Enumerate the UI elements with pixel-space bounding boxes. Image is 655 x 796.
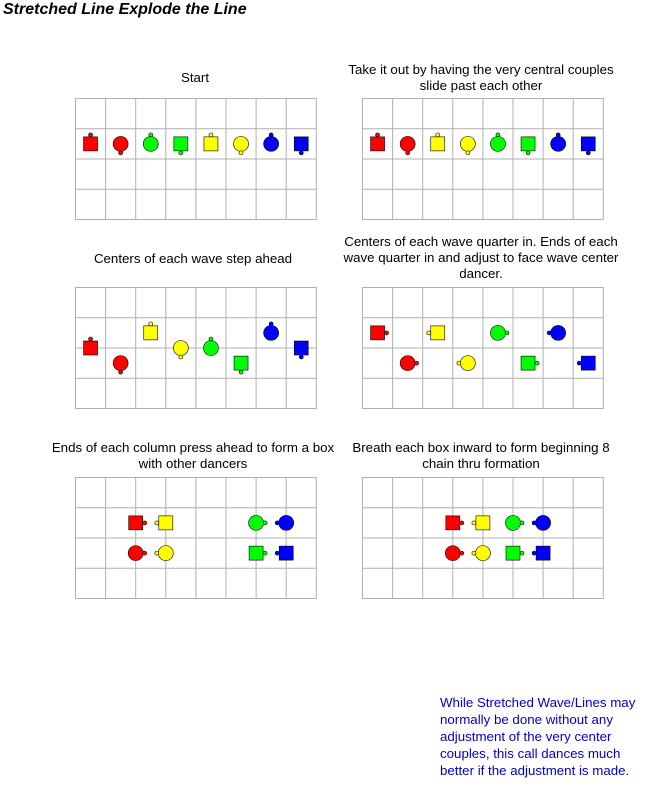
facing-indicator — [406, 151, 410, 155]
formation-panel — [75, 98, 317, 220]
red-square-dancer — [84, 337, 98, 355]
yellow-square-dancer — [472, 516, 490, 530]
facing-indicator — [269, 322, 273, 326]
page-title: Stretched Line Explode the Line — [3, 1, 247, 18]
facing-indicator — [149, 322, 153, 326]
red-square-dancer — [371, 326, 389, 340]
facing-indicator — [532, 551, 536, 555]
blue-square-dancer — [294, 137, 308, 155]
adjustment-note: While Stretched Wave/Lines may normally be done without any adjustment of the very center couples, this call dances much better if the adjustment is made. — [440, 695, 636, 778]
formation-panel — [362, 477, 604, 599]
facing-indicator — [457, 361, 461, 365]
panel-caption: Ends of each column press ahead to form a box with other dancers — [51, 440, 335, 471]
facing-indicator — [415, 361, 419, 365]
red-circle-dancer — [128, 546, 147, 561]
green-square-dancer — [521, 137, 535, 155]
yellow-square-dancer — [427, 326, 445, 340]
facing-indicator — [547, 331, 551, 335]
formation-panel — [75, 287, 317, 409]
formation-grid — [362, 477, 604, 599]
formation-grid — [75, 477, 317, 599]
red-circle-dancer — [113, 136, 128, 155]
yellow-circle-dancer — [457, 356, 476, 371]
red-circle-dancer — [113, 356, 128, 375]
formation-panel — [362, 98, 604, 220]
red-square-dancer — [446, 516, 464, 530]
facing-indicator — [119, 370, 123, 374]
facing-indicator — [299, 355, 303, 359]
green-square-dancer — [249, 546, 267, 560]
facing-indicator — [143, 551, 147, 555]
red-square-dancer — [371, 133, 385, 151]
panel-caption: Take it out by having the very central couples slide past each other — [348, 62, 614, 93]
green-square-dancer — [506, 546, 524, 560]
yellow-circle-dancer — [155, 546, 174, 561]
facing-indicator — [472, 521, 476, 525]
yellow-circle-dancer — [234, 136, 249, 155]
facing-indicator — [460, 551, 464, 555]
facing-indicator — [436, 133, 440, 137]
formation-grid — [75, 287, 317, 409]
blue-square-dancer — [532, 546, 550, 560]
facing-indicator — [376, 133, 380, 137]
yellow-square-dancer — [204, 133, 218, 151]
formation-grid — [75, 98, 317, 220]
green-circle-dancer — [490, 325, 509, 340]
facing-indicator — [535, 361, 539, 365]
facing-indicator — [179, 355, 183, 359]
formation-panel — [75, 477, 317, 599]
formation-panel — [362, 287, 604, 409]
facing-indicator — [505, 331, 509, 335]
panel-caption: Breath each box inward to form beginning 8 chain thru formation — [352, 440, 610, 471]
formation-grid — [362, 98, 604, 220]
panel-caption: Centers of each wave step ahead — [93, 251, 293, 266]
facing-indicator — [89, 133, 93, 137]
yellow-circle-dancer — [472, 546, 491, 561]
blue-circle-dancer — [264, 322, 279, 341]
facing-indicator — [149, 133, 153, 137]
green-circle-dancer — [203, 337, 218, 356]
facing-indicator — [143, 521, 147, 525]
blue-square-dancer — [294, 341, 308, 359]
facing-indicator — [520, 551, 524, 555]
facing-indicator — [275, 521, 279, 525]
facing-indicator — [427, 331, 431, 335]
facing-indicator — [263, 521, 267, 525]
facing-indicator — [209, 133, 213, 137]
facing-indicator — [466, 151, 470, 155]
green-circle-dancer — [506, 515, 525, 530]
green-circle-dancer — [143, 133, 158, 152]
red-circle-dancer — [400, 356, 419, 371]
green-square-dancer — [521, 356, 539, 370]
blue-square-dancer — [581, 137, 595, 155]
facing-indicator — [526, 151, 530, 155]
facing-indicator — [155, 521, 159, 525]
facing-indicator — [460, 521, 464, 525]
facing-indicator — [385, 331, 389, 335]
facing-indicator — [532, 521, 536, 525]
red-circle-dancer — [400, 136, 415, 155]
facing-indicator — [263, 551, 267, 555]
facing-indicator — [209, 337, 213, 341]
green-circle-dancer — [249, 515, 268, 530]
facing-indicator — [155, 551, 159, 555]
facing-indicator — [239, 151, 243, 155]
facing-indicator — [520, 521, 524, 525]
blue-circle-dancer — [275, 515, 294, 530]
formation-grid — [362, 287, 604, 409]
blue-circle-dancer — [551, 133, 566, 152]
facing-indicator — [119, 151, 123, 155]
red-circle-dancer — [445, 546, 464, 561]
facing-indicator — [299, 151, 303, 155]
facing-indicator — [496, 133, 500, 137]
red-square-dancer — [129, 516, 147, 530]
blue-circle-dancer — [264, 133, 279, 152]
yellow-square-dancer — [144, 322, 158, 340]
facing-indicator — [586, 151, 590, 155]
yellow-square-dancer — [431, 133, 445, 151]
facing-indicator — [269, 133, 273, 137]
panel-caption: Start — [180, 70, 210, 85]
blue-square-dancer — [577, 356, 595, 370]
panel-caption: Centers of each wave quarter in. Ends of each wave quarter in and adjust to face wave center dancer. — [343, 234, 619, 281]
yellow-square-dancer — [155, 516, 173, 530]
facing-indicator — [89, 337, 93, 341]
facing-indicator — [239, 370, 243, 374]
facing-indicator — [275, 551, 279, 555]
red-square-dancer — [84, 133, 98, 151]
green-circle-dancer — [490, 133, 505, 152]
facing-indicator — [577, 361, 581, 365]
facing-indicator — [556, 133, 560, 137]
blue-circle-dancer — [532, 515, 551, 530]
facing-indicator — [472, 551, 476, 555]
yellow-circle-dancer — [173, 341, 188, 360]
blue-circle-dancer — [547, 325, 566, 340]
green-square-dancer — [174, 137, 188, 155]
green-square-dancer — [234, 356, 248, 374]
yellow-circle-dancer — [460, 136, 475, 155]
facing-indicator — [179, 151, 183, 155]
blue-square-dancer — [275, 546, 293, 560]
